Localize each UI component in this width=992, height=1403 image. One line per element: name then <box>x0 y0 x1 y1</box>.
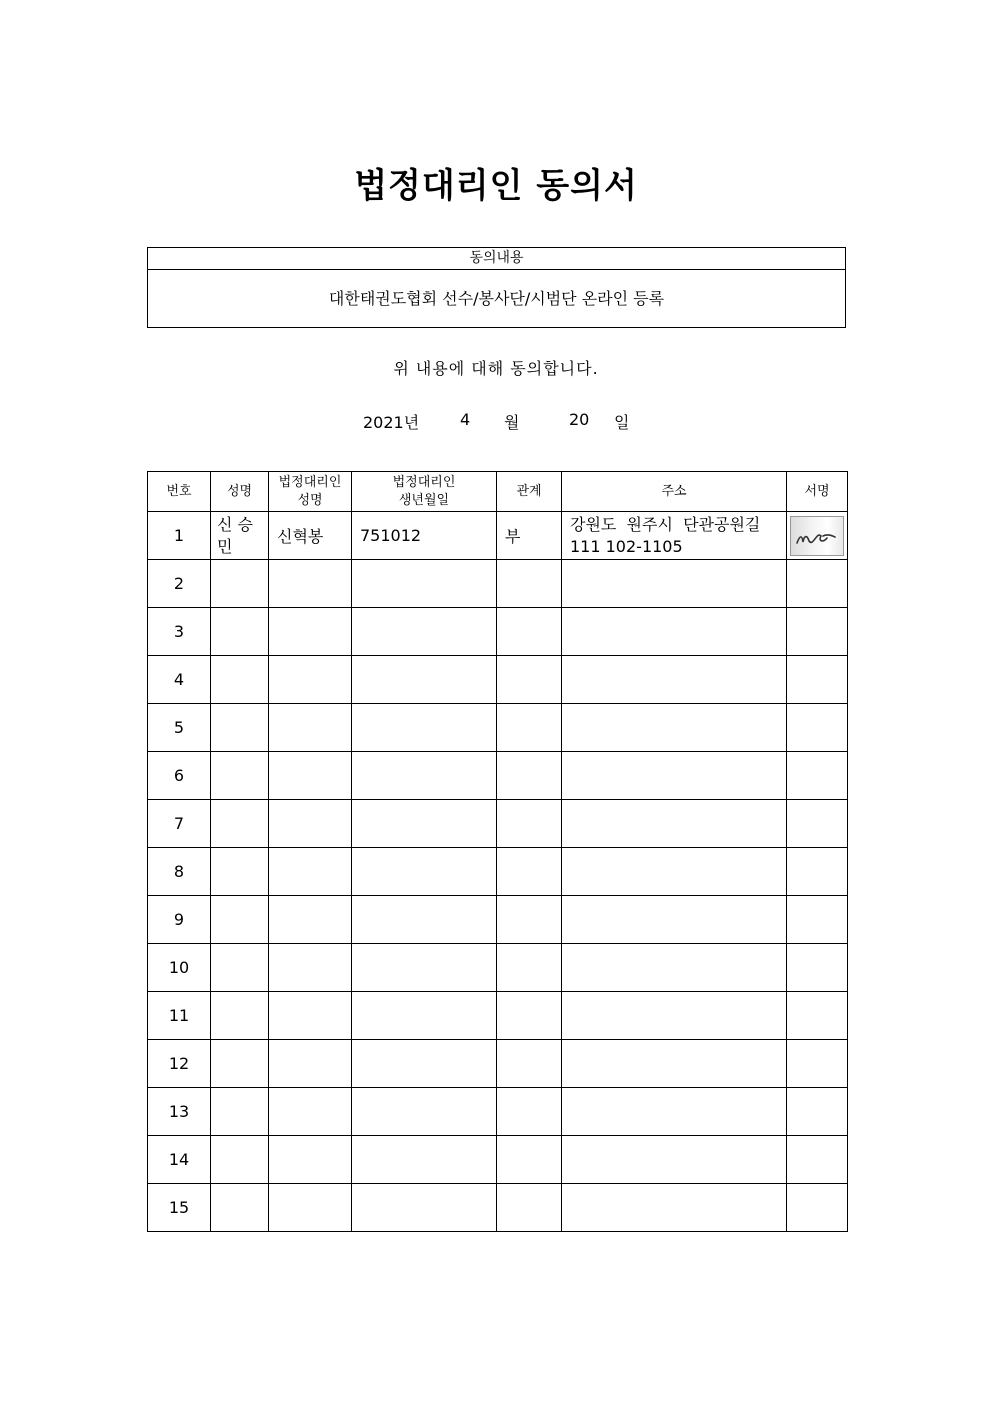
header-rep-birth-line1: 법정대리인 <box>392 474 456 490</box>
cell-address <box>562 608 787 656</box>
cell-name <box>211 560 269 608</box>
cell-signature <box>787 1088 848 1136</box>
cell-rep-birth <box>352 560 497 608</box>
cell-number: 15 <box>148 1184 211 1232</box>
cell-address <box>562 896 787 944</box>
cell-number: 7 <box>148 800 211 848</box>
cell-name <box>211 992 269 1040</box>
cell-number: 6 <box>148 752 211 800</box>
cell-address <box>562 944 787 992</box>
consent-header: 동의내용 <box>148 248 845 270</box>
cell-rep-birth <box>352 656 497 704</box>
cell-relation <box>497 1040 562 1088</box>
cell-rep-name <box>269 848 352 896</box>
cell-rep-birth: 751012 <box>352 512 497 560</box>
cell-rep-birth <box>352 1088 497 1136</box>
cell-rep-birth <box>352 896 497 944</box>
cell-address <box>562 1088 787 1136</box>
date-month-value: 4 <box>460 410 471 429</box>
cell-address <box>562 848 787 896</box>
cell-relation: 부 <box>497 512 562 560</box>
date-year: 2021년 <box>363 413 420 432</box>
cell-signature <box>787 1040 848 1088</box>
cell-relation <box>497 944 562 992</box>
cell-rep-birth <box>352 608 497 656</box>
cell-signature <box>787 992 848 1040</box>
cell-signature <box>787 656 848 704</box>
date-day-value: 20 <box>569 410 590 429</box>
cell-rep-birth <box>352 992 497 1040</box>
cell-number: 5 <box>148 704 211 752</box>
header-rep-birth <box>352 472 497 512</box>
cell-relation <box>497 1136 562 1184</box>
cell-rep-name <box>269 1088 352 1136</box>
cell-rep-birth <box>352 1184 497 1232</box>
table-row <box>148 752 848 800</box>
cell-name <box>211 848 269 896</box>
cell-address <box>562 992 787 1040</box>
cell-relation <box>497 752 562 800</box>
cell-address <box>562 560 787 608</box>
cell-name <box>211 512 269 560</box>
cell-relation <box>497 1184 562 1232</box>
cell-rep-name <box>269 608 352 656</box>
cell-address <box>562 1184 787 1232</box>
cell-rep-name <box>269 1184 352 1232</box>
registration-table <box>147 471 848 1232</box>
cell-signature <box>787 704 848 752</box>
table-row <box>148 848 848 896</box>
agreement-statement: 위 내용에 대해 동의합니다. <box>393 359 599 378</box>
header-name: 성명 <box>211 472 269 512</box>
cell-rep-name: 신혁봉 <box>269 512 352 560</box>
cell-rep-name <box>269 1040 352 1088</box>
table-row <box>148 1040 848 1088</box>
cell-rep-name <box>269 800 352 848</box>
cell-name <box>211 1088 269 1136</box>
cell-relation <box>497 992 562 1040</box>
cell-rep-birth <box>352 848 497 896</box>
cell-relation <box>497 560 562 608</box>
cell-address-line2: 111 102-1105 <box>570 536 683 556</box>
cell-rep-birth <box>352 752 497 800</box>
cell-number: 1 <box>148 512 211 560</box>
cell-number: 12 <box>148 1040 211 1088</box>
cell-address <box>562 800 787 848</box>
table-row <box>148 1136 848 1184</box>
cell-relation <box>497 848 562 896</box>
cell-relation <box>497 704 562 752</box>
cell-signature <box>787 944 848 992</box>
cell-signature <box>787 896 848 944</box>
table-header-row <box>148 472 848 512</box>
cell-number: 9 <box>148 896 211 944</box>
cell-address <box>562 752 787 800</box>
cell-name <box>211 944 269 992</box>
cell-address <box>562 1040 787 1088</box>
cell-signature <box>787 848 848 896</box>
document-title: 법정대리인 동의서 <box>354 166 638 206</box>
table-row <box>148 656 848 704</box>
date-line <box>0 410 992 434</box>
table-row <box>148 800 848 848</box>
cell-address <box>562 656 787 704</box>
cell-name <box>211 1040 269 1088</box>
cell-name <box>211 656 269 704</box>
cell-name <box>211 752 269 800</box>
cell-address <box>562 704 787 752</box>
header-rep-name-line2: 성명 <box>297 492 323 508</box>
cell-name <box>211 800 269 848</box>
header-rep-birth-line2: 생년월일 <box>398 492 450 508</box>
table-row <box>148 512 848 560</box>
table-row <box>148 896 848 944</box>
cell-signature <box>787 512 848 560</box>
header-relation: 관계 <box>497 472 562 512</box>
cell-relation <box>497 656 562 704</box>
cell-signature <box>787 752 848 800</box>
cell-number: 13 <box>148 1088 211 1136</box>
cell-rep-birth <box>352 1040 497 1088</box>
cell-relation <box>497 800 562 848</box>
header-rep-name-line1: 법정대리인 <box>278 474 342 490</box>
signature-image <box>790 516 844 556</box>
table-row <box>148 704 848 752</box>
cell-name-line2: 민 <box>217 536 233 556</box>
table-row <box>148 944 848 992</box>
cell-number: 4 <box>148 656 211 704</box>
date-month-label: 월 <box>504 413 520 432</box>
cell-signature <box>787 800 848 848</box>
cell-number: 10 <box>148 944 211 992</box>
cell-address-line1: 강원도 원주시 단관공원길 <box>570 514 761 534</box>
cell-rep-name <box>269 752 352 800</box>
cell-signature <box>787 1184 848 1232</box>
cell-address <box>562 1136 787 1184</box>
cell-number: 11 <box>148 992 211 1040</box>
cell-name <box>211 1184 269 1232</box>
cell-name <box>211 704 269 752</box>
cell-signature <box>787 560 848 608</box>
cell-number: 2 <box>148 560 211 608</box>
cell-rep-name <box>269 1136 352 1184</box>
cell-rep-birth <box>352 704 497 752</box>
table-row <box>148 608 848 656</box>
date-day-label: 일 <box>614 413 630 432</box>
table-row <box>148 560 848 608</box>
consent-box <box>147 247 846 328</box>
cell-address <box>562 512 787 560</box>
consent-content: 대한태권도협회 선수/봉사단/시범단 온라인 등록 <box>328 289 665 308</box>
header-address: 주소 <box>562 472 787 512</box>
table-row <box>148 1184 848 1232</box>
cell-number: 8 <box>148 848 211 896</box>
cell-signature <box>787 608 848 656</box>
cell-relation <box>497 896 562 944</box>
cell-rep-birth <box>352 800 497 848</box>
cell-rep-name <box>269 704 352 752</box>
header-number: 번호 <box>148 472 211 512</box>
table-row <box>148 1088 848 1136</box>
cell-rep-birth <box>352 1136 497 1184</box>
cell-rep-name <box>269 896 352 944</box>
header-rep-name <box>269 472 352 512</box>
cell-rep-name <box>269 944 352 992</box>
cell-relation <box>497 608 562 656</box>
cell-rep-name <box>269 560 352 608</box>
cell-signature <box>787 1136 848 1184</box>
header-signature: 서명 <box>787 472 848 512</box>
cell-name <box>211 608 269 656</box>
cell-rep-birth <box>352 944 497 992</box>
table-row <box>148 992 848 1040</box>
cell-rep-name <box>269 992 352 1040</box>
cell-rep-name <box>269 656 352 704</box>
cell-name <box>211 896 269 944</box>
cell-number: 14 <box>148 1136 211 1184</box>
cell-name-line1: 신 승 <box>217 514 253 534</box>
cell-number: 3 <box>148 608 211 656</box>
cell-relation <box>497 1088 562 1136</box>
cell-name <box>211 1136 269 1184</box>
